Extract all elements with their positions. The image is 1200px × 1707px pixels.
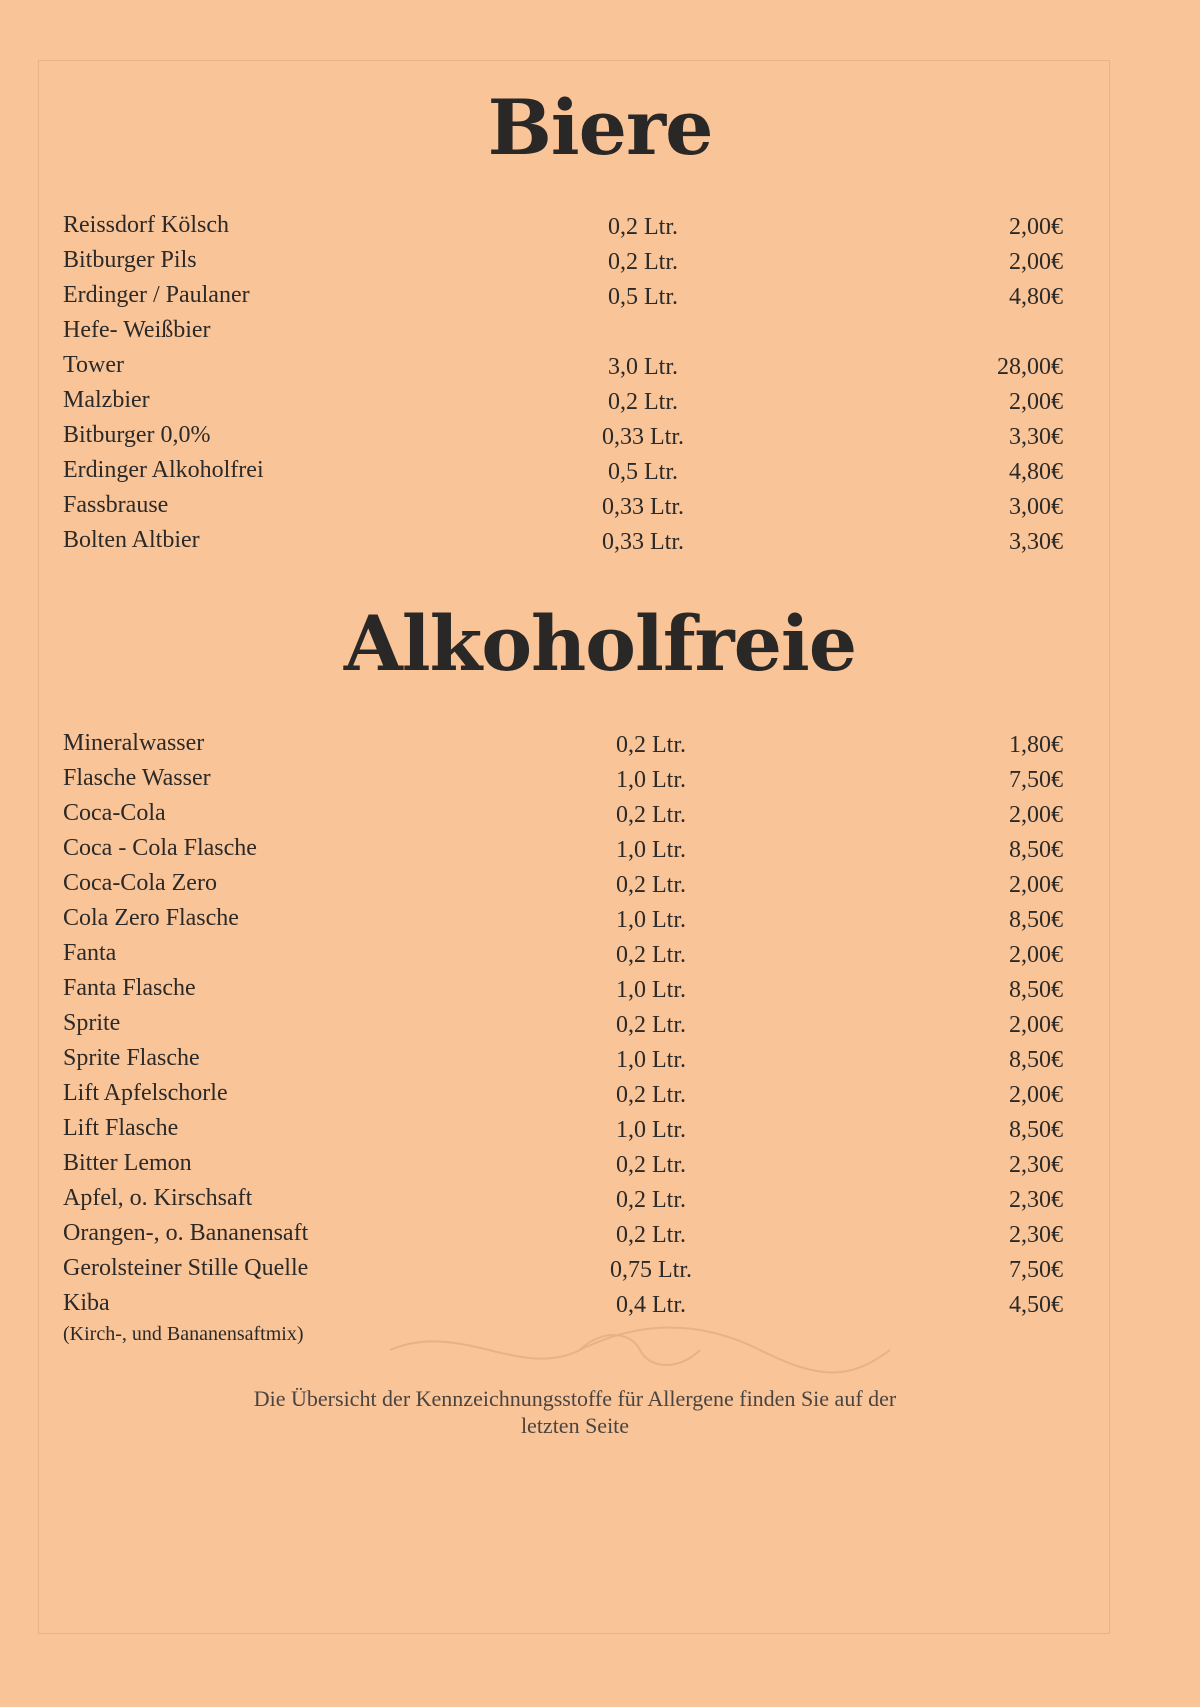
menu-item-volume: 0,33 Ltr.	[602, 424, 684, 450]
menu-item-price: 2,00€	[1009, 389, 1063, 415]
menu-item-volume: 1,0 Ltr.	[616, 837, 686, 863]
menu-item-volume: 0,33 Ltr.	[602, 494, 684, 520]
menu-item	[63, 831, 1063, 866]
menu-item-name: Hefe- Weißbier	[63, 317, 211, 343]
menu-item	[63, 971, 1063, 1006]
allergen-note-line2: letzten Seite	[520, 1413, 630, 1438]
menu-item-name: Cola Zero Flasche	[63, 905, 239, 931]
decorative-ornament	[380, 1310, 900, 1390]
kiba-footnote: (Kirch-, und Bananensaftmix)	[63, 1323, 304, 1345]
menu-item-price: 8,50€	[1009, 837, 1063, 863]
menu-item-price: 4,80€	[1009, 284, 1063, 310]
menu-item	[63, 796, 1063, 831]
menu-item-volume: 0,2 Ltr.	[608, 389, 678, 415]
menu-item-price: 2,30€	[1009, 1152, 1063, 1178]
menu-item-name: Bolten Altbier	[63, 527, 200, 553]
allergen-note-line1: Die Übersicht der Kennzeichnungsstoffe für Allergene finden Sie auf der	[253, 1386, 897, 1411]
menu-item	[63, 348, 1063, 383]
menu-item-volume: 0,2 Ltr.	[616, 872, 686, 898]
menu-item-price: 2,00€	[1009, 1082, 1063, 1108]
menu-item-volume: 0,2 Ltr.	[608, 249, 678, 275]
menu-item-price: 7,50€	[1009, 767, 1063, 793]
menu-list-alkoholfreie	[63, 726, 1063, 1321]
menu-item-price: 8,50€	[1009, 977, 1063, 1003]
menu-item-name: Coca-Cola Zero	[63, 870, 217, 896]
menu-item-price: 2,00€	[1009, 802, 1063, 828]
menu-item-price: 4,80€	[1009, 459, 1063, 485]
menu-item-name: Sprite	[63, 1010, 121, 1036]
menu-item-volume: 1,0 Ltr.	[616, 907, 686, 933]
menu-item-name: Bitburger 0,0%	[63, 422, 211, 448]
menu-item	[63, 1216, 1063, 1251]
menu-item-volume: 0,2 Ltr.	[616, 1222, 686, 1248]
menu-item-name: Bitter Lemon	[63, 1150, 192, 1176]
menu-item-name: Flasche Wasser	[63, 765, 211, 791]
menu-item	[63, 453, 1063, 488]
menu-item	[63, 313, 1063, 348]
menu-item-volume: 1,0 Ltr.	[616, 1047, 686, 1073]
menu-item-name: Coca - Cola Flasche	[63, 835, 257, 861]
menu-item-name: Erdinger Alkoholfrei	[63, 457, 264, 483]
menu-item	[63, 383, 1063, 418]
menu-item	[63, 278, 1063, 313]
menu-item-name: Kiba	[63, 1290, 110, 1316]
menu-item	[63, 418, 1063, 453]
menu-item-price: 2,00€	[1009, 249, 1063, 275]
menu-item	[63, 488, 1063, 523]
menu-item-price: 3,30€	[1009, 424, 1063, 450]
menu-item-name: Lift Flasche	[63, 1115, 179, 1141]
menu-item-price: 3,00€	[1009, 494, 1063, 520]
menu-item-name: Gerolsteiner Stille Quelle	[63, 1255, 309, 1281]
menu-item-volume: 0,5 Ltr.	[608, 284, 678, 310]
menu-item-volume: 0,2 Ltr.	[616, 1082, 686, 1108]
menu-item	[63, 1006, 1063, 1041]
menu-item-name: Erdinger / Paulaner	[63, 282, 250, 308]
menu-item-price: 1,80€	[1009, 732, 1063, 758]
menu-item	[63, 1041, 1063, 1076]
menu-item-volume: 1,0 Ltr.	[616, 977, 686, 1003]
menu-item-name: Mineralwasser	[63, 730, 205, 756]
menu-item-price: 2,00€	[1009, 942, 1063, 968]
menu-item	[63, 761, 1063, 796]
menu-item-name: Sprite Flasche	[63, 1045, 200, 1071]
menu-item-volume: 0,2 Ltr.	[616, 732, 686, 758]
menu-item-name: Apfel, o. Kirschsaft	[63, 1185, 253, 1211]
menu-item-volume: 1,0 Ltr.	[616, 767, 686, 793]
menu-item-volume: 3,0 Ltr.	[608, 354, 678, 380]
menu-item-name: Fanta Flasche	[63, 975, 196, 1001]
menu-item-name: Coca-Cola	[63, 800, 166, 826]
menu-item	[63, 901, 1063, 936]
menu-item-volume: 0,2 Ltr.	[616, 802, 686, 828]
menu-item-volume: 1,0 Ltr.	[616, 1117, 686, 1143]
menu-item-name: Fassbrause	[63, 492, 169, 518]
menu-item-volume: 0,2 Ltr.	[608, 214, 678, 240]
menu-item-price: 4,50€	[1009, 1292, 1063, 1318]
menu-item-name: Bitburger Pils	[63, 247, 197, 273]
menu-item	[63, 208, 1063, 243]
menu-item	[63, 1181, 1063, 1216]
menu-item-volume: 0,2 Ltr.	[616, 1152, 686, 1178]
menu-item-price: 2,00€	[1009, 214, 1063, 240]
menu-item-name: Lift Apfelschorle	[63, 1080, 228, 1106]
menu-item-volume: 0,5 Ltr.	[608, 459, 678, 485]
menu-item-name: Tower	[63, 352, 124, 378]
menu-item-price: 8,50€	[1009, 907, 1063, 933]
allergen-note	[0, 1385, 1150, 1439]
menu-item-volume: 0,2 Ltr.	[616, 1187, 686, 1213]
menu-item	[63, 936, 1063, 971]
menu-item	[63, 866, 1063, 901]
menu-item-price: 8,50€	[1009, 1047, 1063, 1073]
menu-list-biere	[63, 208, 1063, 558]
menu-item-price: 2,00€	[1009, 1012, 1063, 1038]
menu-item-price: 2,00€	[1009, 872, 1063, 898]
menu-item-name: Reissdorf Kölsch	[63, 212, 229, 238]
menu-item-name: Fanta	[63, 940, 117, 966]
menu-item-volume: 0,2 Ltr.	[616, 1012, 686, 1038]
section-title-alkoholfreie: Alkoholfreie	[343, 599, 857, 688]
menu-item-price: 2,30€	[1009, 1187, 1063, 1213]
menu-item-price: 2,30€	[1009, 1222, 1063, 1248]
menu-item	[63, 1146, 1063, 1181]
section-title-biere: Biere	[487, 83, 713, 172]
menu-item	[63, 1111, 1063, 1146]
menu-item-price: 28,00€	[997, 354, 1063, 380]
menu-item-volume: 0,4 Ltr.	[616, 1292, 686, 1318]
menu-item	[63, 243, 1063, 278]
menu-item-volume: 0,33 Ltr.	[602, 529, 684, 555]
menu-item-name: Malzbier	[63, 387, 150, 413]
menu-item	[63, 1251, 1063, 1286]
menu-item-price: 7,50€	[1009, 1257, 1063, 1283]
menu-item	[63, 523, 1063, 558]
menu-item	[63, 726, 1063, 761]
menu-item-volume: 0,75 Ltr.	[610, 1257, 692, 1283]
menu-item-volume: 0,2 Ltr.	[616, 942, 686, 968]
menu-item-name: Orangen-, o. Bananensaft	[63, 1220, 309, 1246]
menu-item	[63, 1076, 1063, 1111]
menu-item-price: 3,30€	[1009, 529, 1063, 555]
menu-item-price: 8,50€	[1009, 1117, 1063, 1143]
